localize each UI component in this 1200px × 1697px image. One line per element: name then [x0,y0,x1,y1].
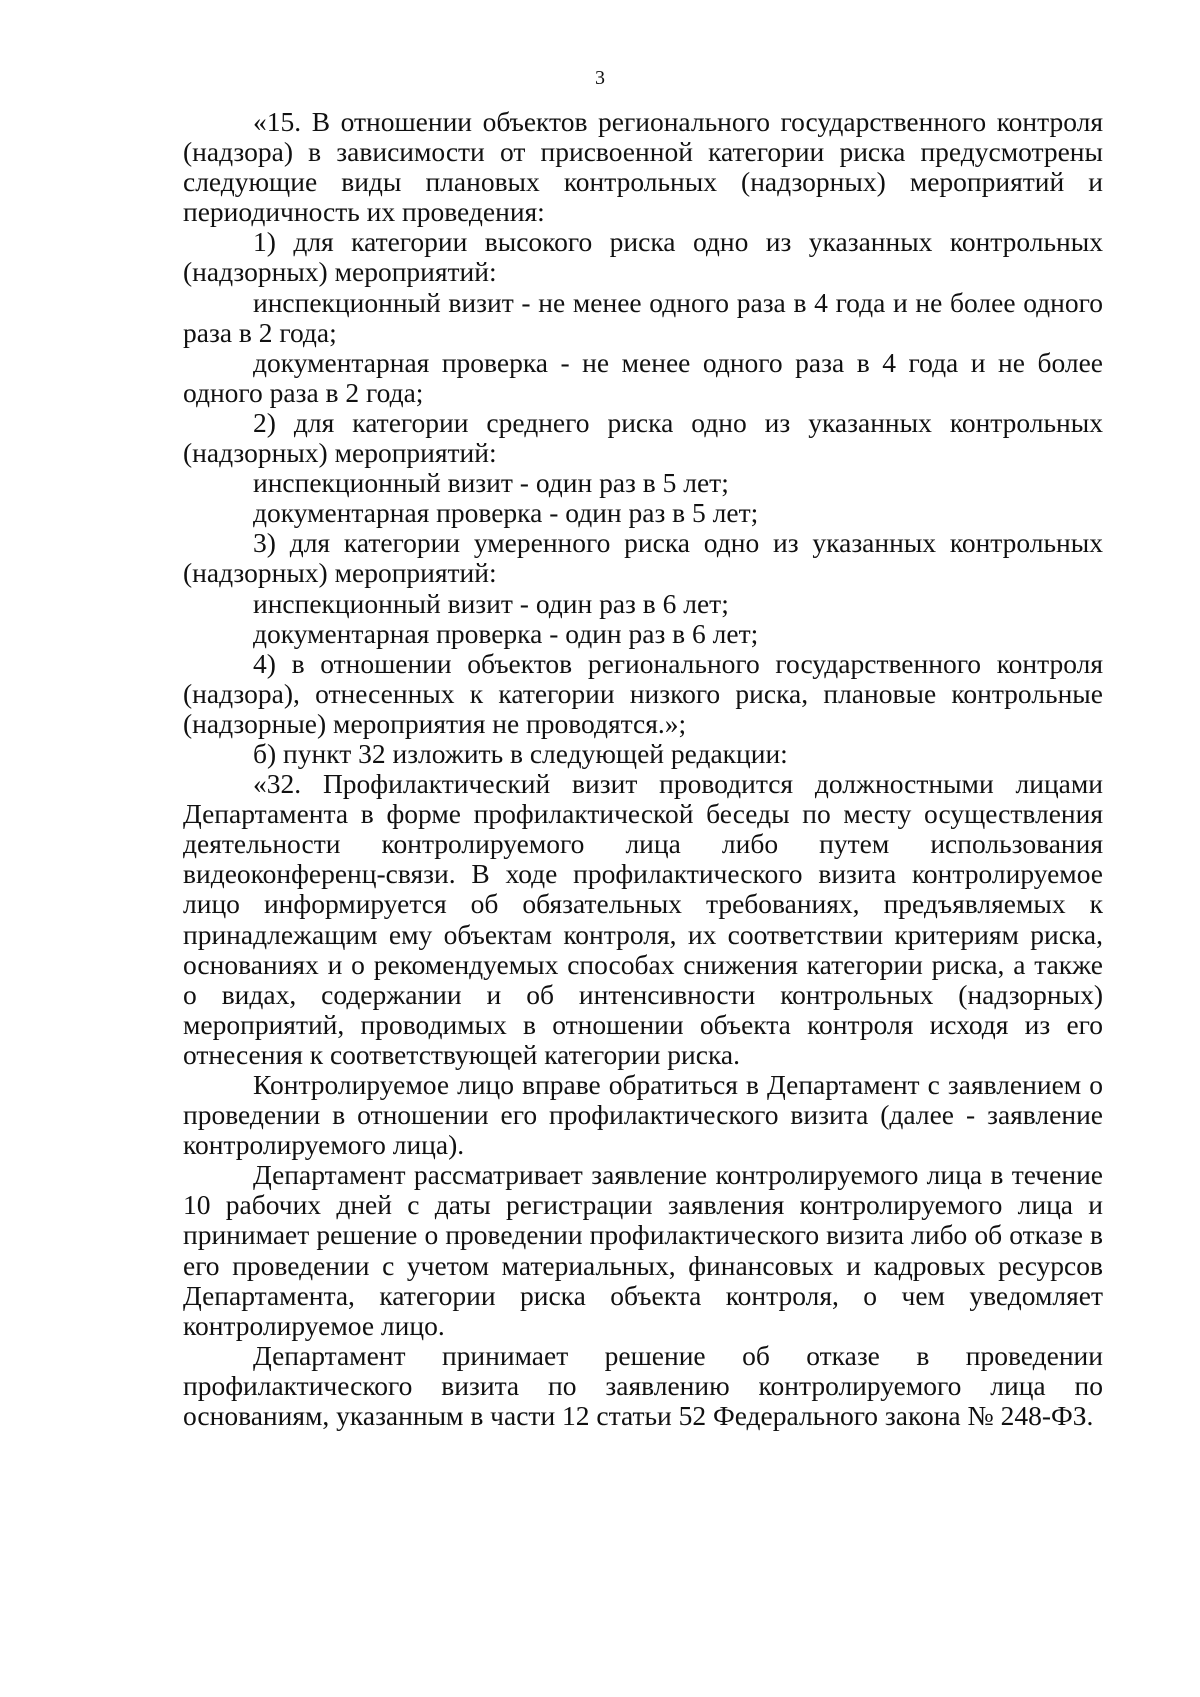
paragraph-application-right: Контролируемое лицо вправе обратиться в Департамент с заявлением о проведении в отношении его профилактического визита (далее - заявление контролируемого лица). [183,1069,1103,1161]
paragraph-high-risk-inspection: инспекционный визит - не менее одного раза в 4 года и не более одного раза в 2 года; [183,286,1103,348]
paragraph-moderate-risk-inspection: инспекционный визит - один раз в 6 лет; [253,587,729,619]
paragraph-low-risk: 4) в отношении объектов регионального государственного контроля (надзора), отнесенных к категории низкого риска, плановые контрольные (надзорные) мероприятия не проводятся.»; [183,647,1103,739]
paragraph-15: «15. В отношении объектов регионального государственного контроля (надзора) в зависимости от присвоенной категории риска предусмотрены следующие виды плановых контрольных (надзорных) мероприятий и периодичность их проведения: [183,106,1103,228]
paragraph-amendment-b: б) пункт 32 изложить в следующей редакции: [253,737,788,769]
paragraph-medium-risk-inspection: инспекционный визит - один раз в 5 лет; [253,467,729,499]
paragraph-refusal: Департамент принимает решение об отказе в проведении профилактического визита по заявлению контролируемого лица по основаниям, указанным в части 12 статьи 52 Федерального закона № 248-ФЗ. [183,1339,1103,1432]
paragraph-medium-risk-document-check: документарная проверка - один раз в 5 лет; [253,497,759,529]
paragraph-application-review: Департамент рассматривает заявление контролируемого лица в течение 10 рабочих дней с даты регистрации заявления контролируемого лица и принимает решение о проведении профилактического визита либо об отказе в его проведении с учетом материальных, финансовых и кадровых ресурсов Департамента, категории риска объекта контроля, о чем уведомляет контролируемое лицо. [183,1159,1103,1341]
paragraph-moderate-risk-document-check: документарная проверка - один раз в 6 лет; [253,617,759,649]
paragraph-medium-risk: 2) для категории среднего риска одно из указанных контрольных (надзорных) мероприятий: [183,406,1103,469]
document-body [183,107,1103,1431]
page-number: 3 [595,67,605,89]
paragraph-high-risk-document-check: документарная проверка - не менее одного раза в 4 года и не более одного раза в 2 года; [183,346,1103,408]
paragraph-high-risk: 1) для категории высокого риска одно из указанных контрольных (надзорных) мероприятий: [183,226,1103,288]
paragraph-32: «32. Профилактический визит проводится должностными лицами Департамента в форме профилактической беседы по месту осуществления деятельности контролируемого лица либо путем использования видеоконференц-связи. В ходе профилактического визита контролируемое лицо информируется об обязательных требованиях, предъявляемых к принадлежащим ему объектам контроля, их соответствии критериям риска, основаниях и о рекомендуемых способах снижения категории риска, а также о видах, содержании и об интенсивности контрольных (надзорных) мероприятий, проводимых в отношении объекта контроля исходя из его отнесения к соответствующей категории риска. [183,768,1103,1070]
paragraph-moderate-risk: 3) для категории умеренного риска одно из указанных контрольных (надзорных) мероприятий: [183,527,1103,589]
